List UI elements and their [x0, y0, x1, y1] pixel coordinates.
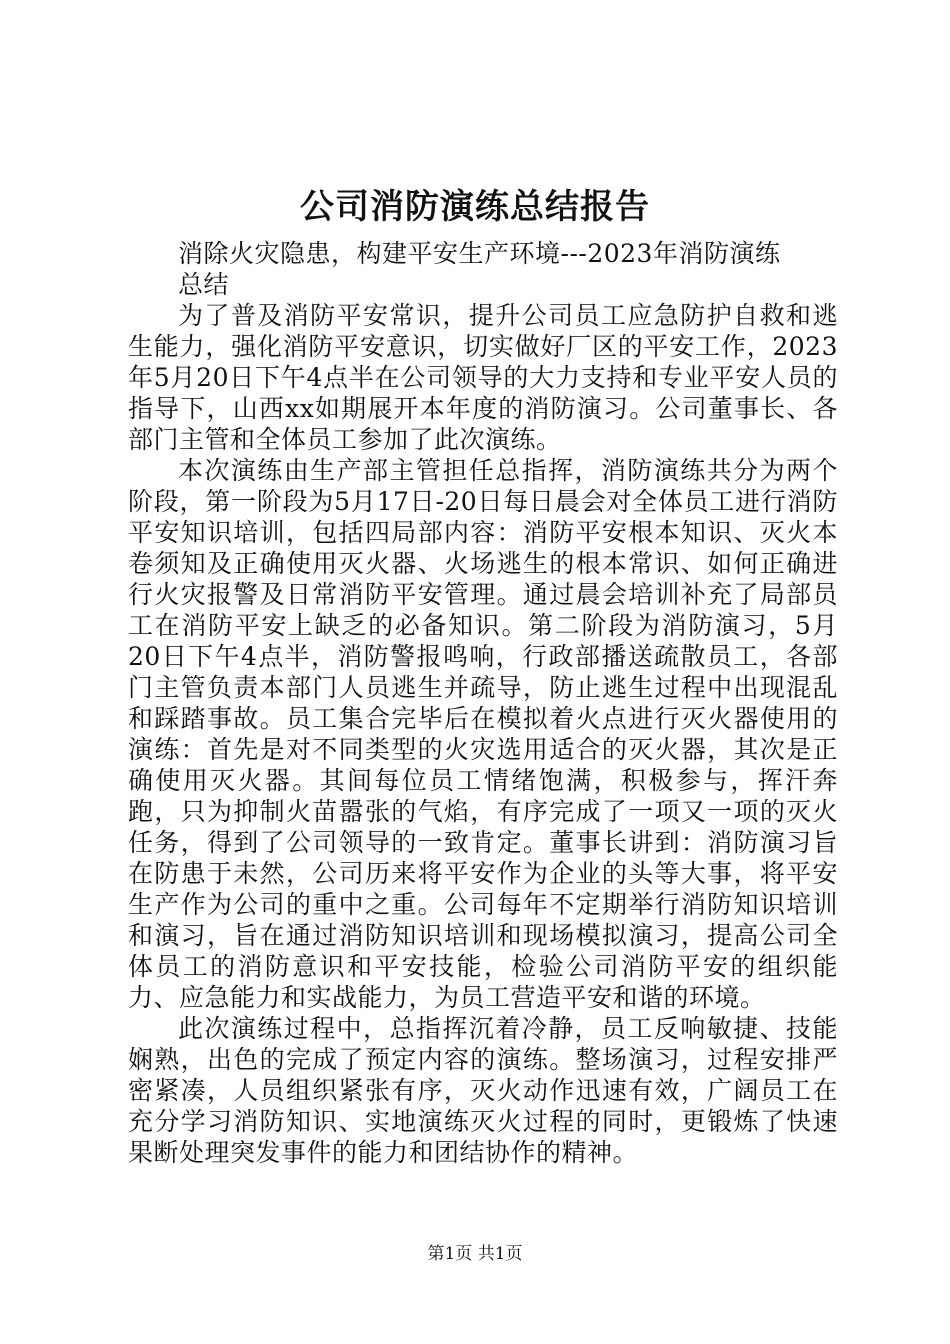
- document-subtitle: 消除火灾隐患，构建平安生产环境---2023年消防演练总结: [178, 239, 781, 299]
- document-body: [128, 238, 838, 1168]
- document-title: 公司消防演练总结报告: [300, 187, 650, 227]
- page-footer: 第1页 共1页: [427, 1244, 523, 1264]
- paragraph-2: 本次演练由生产部主管担任总指挥，消防演练共分为两个阶段，第一阶段为5月17日-20日每日晨会对全体员工进行消防平安知识培训，包括四局部内容：消防平安根本知识、灭火本卷须知及正确使用灭火器、火场逃生的根本常识、如何正确进行火灾报警及日常消防平安管理。通过晨会培训补充了局部员工在消防平安上缺乏的必备知识。第二阶段为消防演习，5月20日下午4点半，消防警报鸣响，行政部播送疏散员工，各部门主管负责本部门人员逃生并疏导，防止逃生过程中出现混乱和踩踏事故。员工集合完毕后在模拟着火点进行灭火器使用的演练：首先是对不同类型的火灾选用适合的灭火器，其次是正确使用灭火器。其间每位员工情绪饱满，积极参与，挥汗奔跑，只为抑制火苗嚣张的气焰，有序完成了一项又一项的灭火任务，得到了公司领导的一致肯定。董事长讲到：消防演习旨在防患于未然，公司历来将平安作为企业的头等大事，将平安生产作为公司的重中之重。公司每年不定期举行消防知识培训和演习，旨在通过消防知识培训和现场模拟演习，提高公司全体员工的消防意识和平安技能，检验公司消防平安的组织能力、应急能力和实战能力，为员工营造平安和谐的环境。: [128, 456, 838, 1012]
- paragraph-3: 此次演练过程中，总指挥沉着冷静，员工反响敏捷、技能娴熟，出色的完成了预定内容的演练。整场演习，过程安排严密紧凑，人员组织紧张有序，灭火动作迅速有效，广阔员工在充分学习消防知识、实地演练灭火过程的同时，更锻炼了快速果断处理突发事件的能力和团结协作的精神。: [128, 1014, 838, 1167]
- paragraph-1: 为了普及消防平安常识，提升公司员工应急防护自救和逃生能力，强化消防平安意识，切实做好厂区的平安工作，2023年5月20日下午4点半在公司领导的大力支持和专业平安人员的指导下，山西xx如期展开本年度的消防演习。公司董事长、各部门主管和全体员工参加了此次演练。: [128, 301, 838, 454]
